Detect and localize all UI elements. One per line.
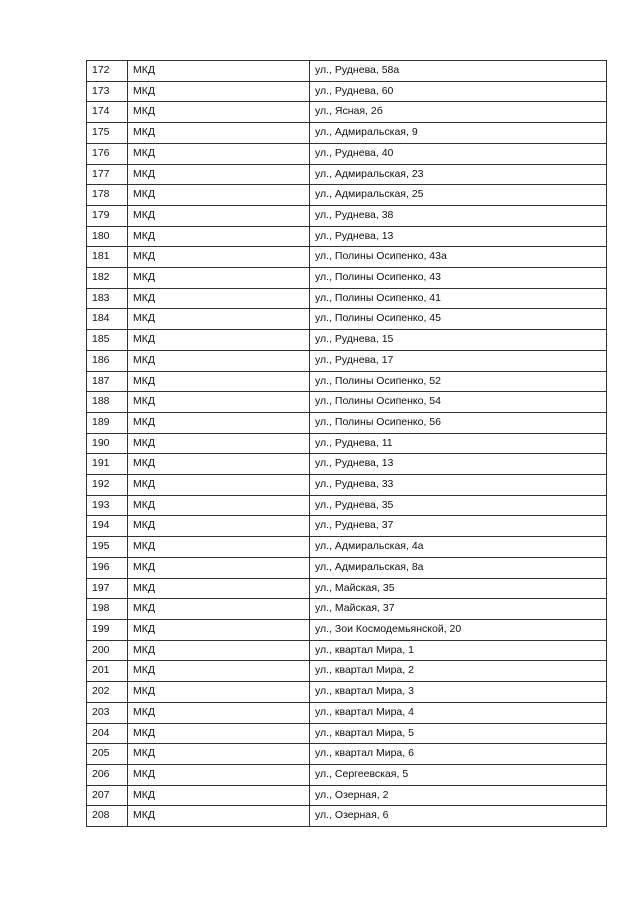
address-table-body xyxy=(87,61,607,827)
table-row xyxy=(87,661,607,682)
object-type-cell: МКД xyxy=(128,516,310,537)
table-row xyxy=(87,640,607,661)
address-cell: ул., Озерная, 2 xyxy=(310,785,607,806)
address-cell: ул., Майская, 37 xyxy=(310,599,607,620)
row-number-cell: 200 xyxy=(87,640,128,661)
object-type-cell: МКД xyxy=(128,599,310,620)
table-row xyxy=(87,785,607,806)
object-type-cell: МКД xyxy=(128,619,310,640)
row-number-cell: 186 xyxy=(87,350,128,371)
address-cell: ул., Адмиральская, 23 xyxy=(310,164,607,185)
object-type-cell: МКД xyxy=(128,268,310,289)
object-type-cell: МКД xyxy=(128,744,310,765)
table-row xyxy=(87,682,607,703)
object-type-cell: МКД xyxy=(128,330,310,351)
address-cell: ул., Озерная, 6 xyxy=(310,806,607,827)
row-number-cell: 205 xyxy=(87,744,128,765)
table-row xyxy=(87,433,607,454)
table-row xyxy=(87,123,607,144)
table-row xyxy=(87,268,607,289)
object-type-cell: МКД xyxy=(128,247,310,268)
row-number-cell: 204 xyxy=(87,723,128,744)
address-cell: ул., Руднева, 15 xyxy=(310,330,607,351)
object-type-cell: МКД xyxy=(128,123,310,144)
table-row xyxy=(87,806,607,827)
table-row xyxy=(87,723,607,744)
address-cell: ул., Полины Осипенко, 56 xyxy=(310,412,607,433)
row-number-cell: 174 xyxy=(87,102,128,123)
object-type-cell: МКД xyxy=(128,102,310,123)
object-type-cell: МКД xyxy=(128,61,310,82)
table-row xyxy=(87,61,607,82)
object-type-cell: МКД xyxy=(128,412,310,433)
row-number-cell: 178 xyxy=(87,185,128,206)
address-cell: ул., Руднева, 33 xyxy=(310,475,607,496)
row-number-cell: 180 xyxy=(87,226,128,247)
table-row xyxy=(87,392,607,413)
table-row xyxy=(87,412,607,433)
object-type-cell: МКД xyxy=(128,226,310,247)
row-number-cell: 188 xyxy=(87,392,128,413)
row-number-cell: 198 xyxy=(87,599,128,620)
object-type-cell: МКД xyxy=(128,288,310,309)
object-type-cell: МКД xyxy=(128,205,310,226)
address-cell: ул., Адмиральская, 25 xyxy=(310,185,607,206)
object-type-cell: МКД xyxy=(128,806,310,827)
table-row xyxy=(87,309,607,330)
table-row xyxy=(87,702,607,723)
table-row xyxy=(87,764,607,785)
row-number-cell: 190 xyxy=(87,433,128,454)
row-number-cell: 206 xyxy=(87,764,128,785)
row-number-cell: 183 xyxy=(87,288,128,309)
address-cell: ул., Руднева, 13 xyxy=(310,454,607,475)
object-type-cell: МКД xyxy=(128,185,310,206)
address-cell: ул., квартал Мира, 1 xyxy=(310,640,607,661)
object-type-cell: МКД xyxy=(128,537,310,558)
row-number-cell: 195 xyxy=(87,537,128,558)
row-number-cell: 185 xyxy=(87,330,128,351)
address-cell: ул., Полины Осипенко, 41 xyxy=(310,288,607,309)
object-type-cell: МКД xyxy=(128,164,310,185)
address-cell: ул., Адмиральская, 9 xyxy=(310,123,607,144)
row-number-cell: 177 xyxy=(87,164,128,185)
table-row xyxy=(87,226,607,247)
table-row xyxy=(87,247,607,268)
row-number-cell: 172 xyxy=(87,61,128,82)
object-type-cell: МКД xyxy=(128,640,310,661)
row-number-cell: 187 xyxy=(87,371,128,392)
row-number-cell: 202 xyxy=(87,682,128,703)
address-cell: ул., Сергеевская, 5 xyxy=(310,764,607,785)
table-row xyxy=(87,330,607,351)
address-cell: ул., квартал Мира, 2 xyxy=(310,661,607,682)
object-type-cell: МКД xyxy=(128,785,310,806)
address-cell: ул., Руднева, 38 xyxy=(310,205,607,226)
address-cell: ул., Адмиральская, 4а xyxy=(310,537,607,558)
address-cell: ул., Полины Осипенко, 54 xyxy=(310,392,607,413)
table-row xyxy=(87,371,607,392)
table-row xyxy=(87,557,607,578)
address-cell: ул., Руднева, 11 xyxy=(310,433,607,454)
row-number-cell: 208 xyxy=(87,806,128,827)
table-row xyxy=(87,599,607,620)
address-cell: ул., Полины Осипенко, 45 xyxy=(310,309,607,330)
address-cell: ул., Полины Осипенко, 43 xyxy=(310,268,607,289)
row-number-cell: 201 xyxy=(87,661,128,682)
address-cell: ул., Руднева, 35 xyxy=(310,495,607,516)
address-cell: ул., Руднева, 60 xyxy=(310,81,607,102)
object-type-cell: МКД xyxy=(128,350,310,371)
object-type-cell: МКД xyxy=(128,454,310,475)
row-number-cell: 192 xyxy=(87,475,128,496)
table-row xyxy=(87,81,607,102)
address-cell: ул., Полины Осипенко, 43а xyxy=(310,247,607,268)
object-type-cell: МКД xyxy=(128,309,310,330)
row-number-cell: 203 xyxy=(87,702,128,723)
row-number-cell: 184 xyxy=(87,309,128,330)
row-number-cell: 191 xyxy=(87,454,128,475)
object-type-cell: МКД xyxy=(128,81,310,102)
object-type-cell: МКД xyxy=(128,557,310,578)
address-cell: ул., Зои Космодемьянской, 20 xyxy=(310,619,607,640)
table-row xyxy=(87,143,607,164)
object-type-cell: МКД xyxy=(128,475,310,496)
address-table xyxy=(86,60,607,827)
object-type-cell: МКД xyxy=(128,143,310,164)
row-number-cell: 182 xyxy=(87,268,128,289)
table-row xyxy=(87,288,607,309)
table-row xyxy=(87,578,607,599)
object-type-cell: МКД xyxy=(128,682,310,703)
row-number-cell: 179 xyxy=(87,205,128,226)
object-type-cell: МКД xyxy=(128,578,310,599)
table-row xyxy=(87,537,607,558)
table-row xyxy=(87,350,607,371)
table-row xyxy=(87,495,607,516)
table-row xyxy=(87,744,607,765)
row-number-cell: 189 xyxy=(87,412,128,433)
table-row xyxy=(87,475,607,496)
row-number-cell: 193 xyxy=(87,495,128,516)
table-row xyxy=(87,454,607,475)
address-cell: ул., Руднева, 13 xyxy=(310,226,607,247)
table-row xyxy=(87,205,607,226)
address-cell: ул., Майская, 35 xyxy=(310,578,607,599)
table-row xyxy=(87,102,607,123)
object-type-cell: МКД xyxy=(128,661,310,682)
row-number-cell: 173 xyxy=(87,81,128,102)
object-type-cell: МКД xyxy=(128,433,310,454)
object-type-cell: МКД xyxy=(128,392,310,413)
address-cell: ул., Руднева, 58а xyxy=(310,61,607,82)
row-number-cell: 196 xyxy=(87,557,128,578)
row-number-cell: 194 xyxy=(87,516,128,537)
address-cell: ул., Руднева, 37 xyxy=(310,516,607,537)
row-number-cell: 207 xyxy=(87,785,128,806)
row-number-cell: 176 xyxy=(87,143,128,164)
table-row xyxy=(87,185,607,206)
object-type-cell: МКД xyxy=(128,764,310,785)
row-number-cell: 181 xyxy=(87,247,128,268)
address-cell: ул., квартал Мира, 6 xyxy=(310,744,607,765)
object-type-cell: МКД xyxy=(128,702,310,723)
row-number-cell: 175 xyxy=(87,123,128,144)
object-type-cell: МКД xyxy=(128,495,310,516)
address-cell: ул., Ясная, 2б xyxy=(310,102,607,123)
address-cell: ул., Полины Осипенко, 52 xyxy=(310,371,607,392)
table-row xyxy=(87,619,607,640)
object-type-cell: МКД xyxy=(128,723,310,744)
address-cell: ул., квартал Мира, 5 xyxy=(310,723,607,744)
address-cell: ул., квартал Мира, 3 xyxy=(310,682,607,703)
row-number-cell: 199 xyxy=(87,619,128,640)
address-cell: ул., квартал Мира, 4 xyxy=(310,702,607,723)
row-number-cell: 197 xyxy=(87,578,128,599)
table-row xyxy=(87,164,607,185)
address-cell: ул., Руднева, 17 xyxy=(310,350,607,371)
table-row xyxy=(87,516,607,537)
address-cell: ул., Адмиральская, 8а xyxy=(310,557,607,578)
object-type-cell: МКД xyxy=(128,371,310,392)
address-cell: ул., Руднева, 40 xyxy=(310,143,607,164)
